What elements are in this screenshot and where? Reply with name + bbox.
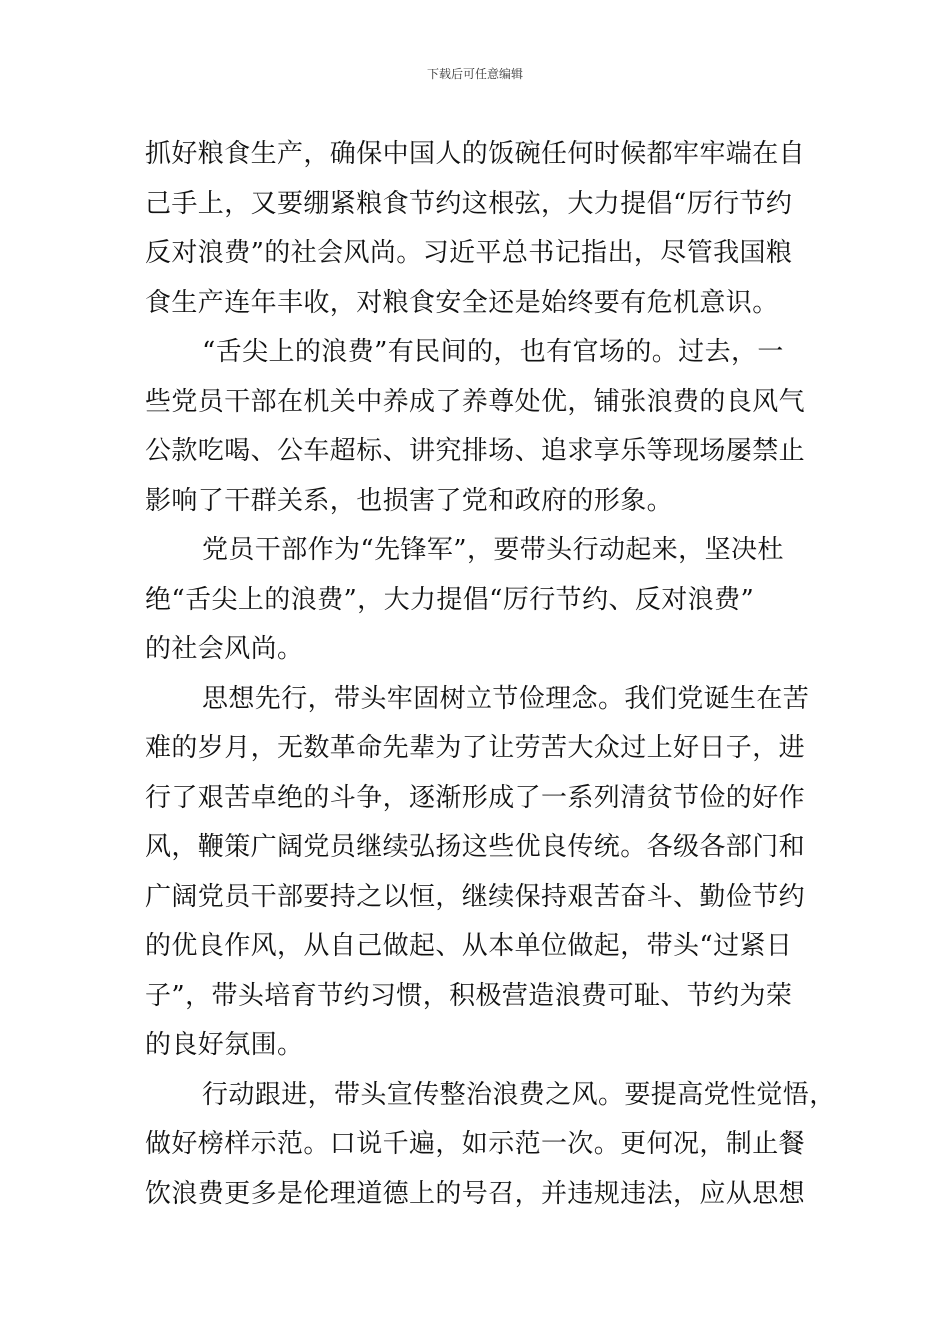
text-line: 的优良作风，从自己做起、从本单位做起，带头“过紧日: [145, 931, 793, 961]
paragraph-first-line: “舌尖上的浪费”有民间的，也有官场的。过去，一: [202, 337, 784, 367]
text-line: 饮浪费更多是伦理道德上的号召，并违规违法，应从思想: [145, 1178, 806, 1209]
text-line: 的良好氛围。: [145, 1030, 304, 1060]
text-line: 难的岁月，无数革命先辈为了让劳苦大众过上好日子，进: [145, 733, 806, 763]
paragraph-first-line: 行动跟进，带头宣传整治浪费之风。要提高党性觉悟，: [202, 1079, 836, 1110]
text-line: 风，鞭策广阔党员继续弘扬这些优良传统。各级各部门和: [145, 832, 806, 862]
text-line: 子”，带头培育节约习惯，积极营造浪费可耻、节约为荣: [145, 980, 793, 1011]
text-line: 己手上，又要绷紧粮食节约这根弦，大力提倡“厉行节约: [145, 188, 793, 219]
text-line: 行了艰苦卓绝的斗争，逐渐形成了一系列清贫节俭的好作: [145, 782, 806, 813]
text-line: 抓好粮食生产，确保中国人的饭碗任何时候都牢牢端在自: [145, 139, 806, 169]
text-line: 广阔党员干部要持之以恒，继续保持艰苦奋斗、勤俭节约: [145, 881, 806, 912]
paragraph-first-line: 党员干部作为“先锋军”，要带头行动起来，坚决杜: [202, 535, 784, 565]
document-body: [145, 130, 836, 1219]
text-line: 做好榜样示范。口说千遍，如示范一次。更何况，制止餐: [145, 1129, 806, 1159]
text-line: 食生产连年丰收，对粮食安全还是始终要有危机意识。: [145, 287, 779, 318]
text-line: 公款吃喝、公车超标、讲究排场、追求享乐等现场屡禁止: [145, 436, 806, 466]
text-line: 的社会风尚。: [145, 634, 304, 664]
text-line: 绝“舌尖上的浪费”，大力提倡“厉行节约、反对浪费”: [145, 584, 755, 615]
text-line: 反对浪费”的社会风尚。习近平总书记指出，尽管我国粮: [145, 238, 793, 268]
text-line: 影响了干群关系，也损害了党和政府的形象。: [145, 485, 674, 516]
page-header: 下载后可任意编辑: [426, 67, 523, 81]
text-line: 些党员干部在机关中养成了养尊处优，铺张浪费的良风气: [145, 386, 806, 417]
paragraph-first-line: 思想先行，带头牢固树立节俭理念。我们党诞生在苦: [202, 683, 810, 714]
